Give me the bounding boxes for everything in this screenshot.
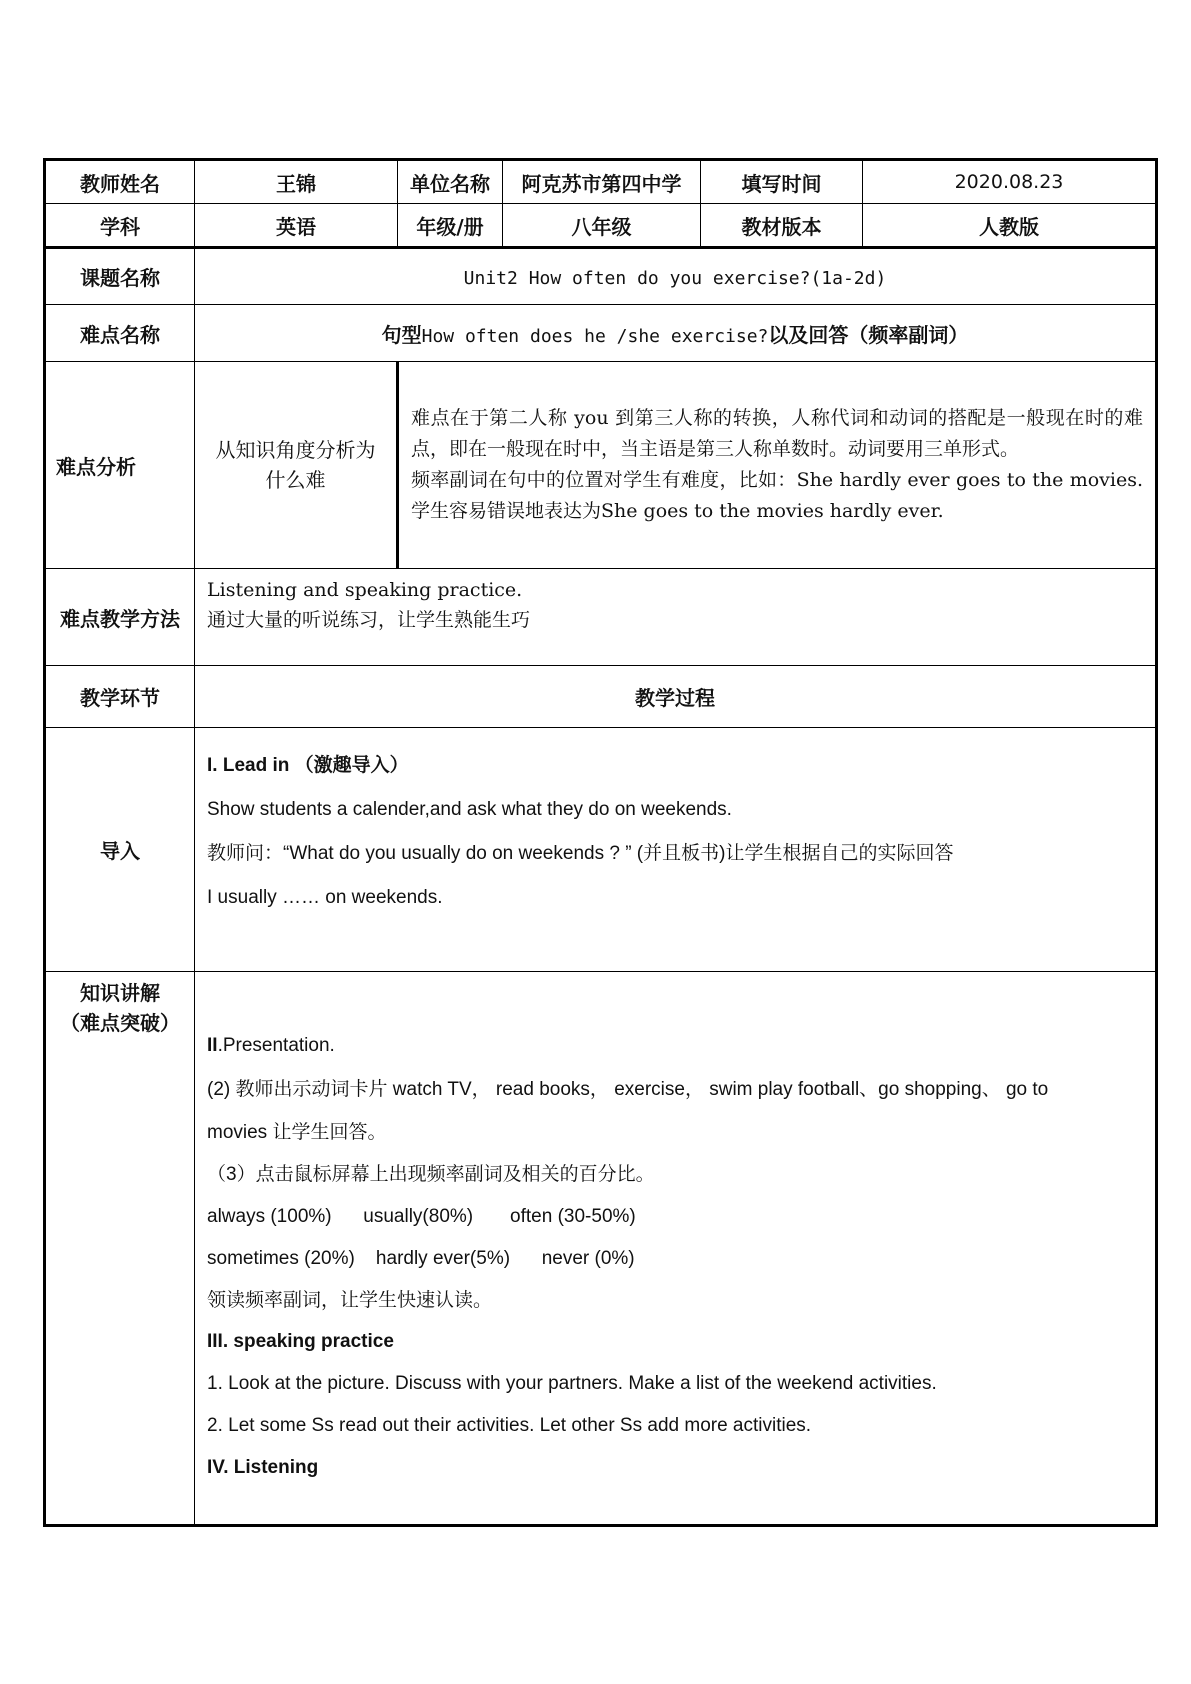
- presentation-number: II: [207, 1035, 218, 1056]
- intro-line-2: 教师问：“What do you usually do on weekends ? ” (并且板书)让学生根据自己的实际回答: [207, 843, 954, 864]
- method-label: 难点教学方法: [45, 569, 195, 666]
- difficulty-suffix: 以及回答（频率副词）: [768, 322, 969, 347]
- textbook-value: 人教版: [863, 204, 1157, 248]
- speaking-item-1: 1. Look at the picture. Discuss with your partners. Make a list of the weekend activities.: [207, 1373, 937, 1394]
- process-header: 教学过程: [195, 666, 1157, 728]
- presentation-title: .Presentation.: [217, 1035, 335, 1056]
- item-2-line-1: (2) 教师出示动词卡片 watch TV， read books， exercise， swim play football、go shopping、 go to: [207, 1079, 1049, 1100]
- grade-label: 年级/册: [398, 204, 503, 248]
- analysis-paragraph-1: 难点在于第二人称 you 到第三人称的转换，人称代词和动词的搭配是一般现在时的难点，即在一般现在时中，当主语是第三人称单数时。动词要用三单形式。: [411, 407, 1143, 460]
- subject-value: 英语: [195, 204, 398, 248]
- knowledge-label-line-1: 知识讲解: [80, 981, 160, 1005]
- topic-label: 课题名称: [45, 248, 195, 305]
- knowledge-label-cell: [45, 972, 195, 1526]
- listening-heading: IV. Listening: [207, 1457, 319, 1478]
- speaking-heading: III. speaking practice: [207, 1331, 394, 1352]
- frequency-line-1: always (100%) usually(80%) often (30-50%): [207, 1206, 636, 1227]
- process-stage-label: 教学环节: [45, 666, 195, 728]
- grade-value: 八年级: [503, 204, 701, 248]
- topic-cell: [195, 248, 1157, 305]
- fill-date-value: 2020.08.23: [863, 160, 1157, 204]
- lead-in-number: I: [207, 755, 213, 776]
- subject-label: 学科: [45, 204, 195, 248]
- intro-label: 导入: [45, 728, 195, 972]
- item-3: （3）点击鼠标屏幕上出现频率副词及相关的百分比。: [207, 1164, 655, 1185]
- read-line: 领读频率副词，让学生快速认读。: [207, 1290, 493, 1311]
- item-2-line-2: movies 让学生回答。: [207, 1122, 387, 1143]
- lesson-plan-sheet: [43, 158, 1155, 1527]
- topic-value: Unit2 How often do you exercise?(1a-2d): [463, 267, 887, 289]
- lead-in-title: . Lead in （激趣导入）: [212, 755, 409, 776]
- method-line-1: Listening and speaking practice.: [207, 579, 523, 601]
- presentation-heading: [207, 1024, 1143, 1068]
- lead-in-heading: [207, 744, 1143, 788]
- analysis-content: [398, 362, 1157, 569]
- method-content: [195, 569, 1157, 666]
- textbook-label: 教材版本: [701, 204, 863, 248]
- knowledge-content: [195, 972, 1157, 1526]
- difficulty-cell: [195, 305, 1157, 362]
- analysis-label: 难点分析: [45, 362, 195, 569]
- method-line-2: 通过大量的听说练习，让学生熟能生巧: [207, 609, 531, 631]
- speaking-item-2: 2. Let some Ss read out their activities. Let other Ss add more activities.: [207, 1415, 812, 1436]
- analysis-sublabel: 从知识角度分析为什么难: [195, 362, 398, 569]
- difficulty-prefix: 句型: [381, 322, 422, 347]
- unit-name-value: 阿克苏市第四中学: [503, 160, 701, 204]
- difficulty-label: 难点名称: [45, 305, 195, 362]
- intro-content: [195, 728, 1157, 972]
- intro-line-3: I usually …… on weekends.: [207, 887, 443, 908]
- difficulty-sentence: How often does he /she exercise?: [421, 325, 769, 347]
- fill-date-label: 填写时间: [701, 160, 863, 204]
- knowledge-label-line-2: （难点突破）: [60, 1011, 180, 1035]
- unit-name-label: 单位名称: [398, 160, 503, 204]
- teacher-name-value: 王锦: [195, 160, 398, 204]
- teacher-name-label: 教师姓名: [45, 160, 195, 204]
- frequency-line-2: sometimes (20%) hardly ever(5%) never (0%): [207, 1248, 635, 1269]
- lesson-plan-table: [43, 158, 1158, 1527]
- intro-line-1: Show students a calender,and ask what they do on weekends.: [207, 799, 732, 820]
- analysis-paragraph-2: 频率副词在句中的位置对学生有难度，比如：She hardly ever goes to the movies.学生容易错误地表达为She goes to the movies hardly ever.: [411, 469, 1143, 522]
